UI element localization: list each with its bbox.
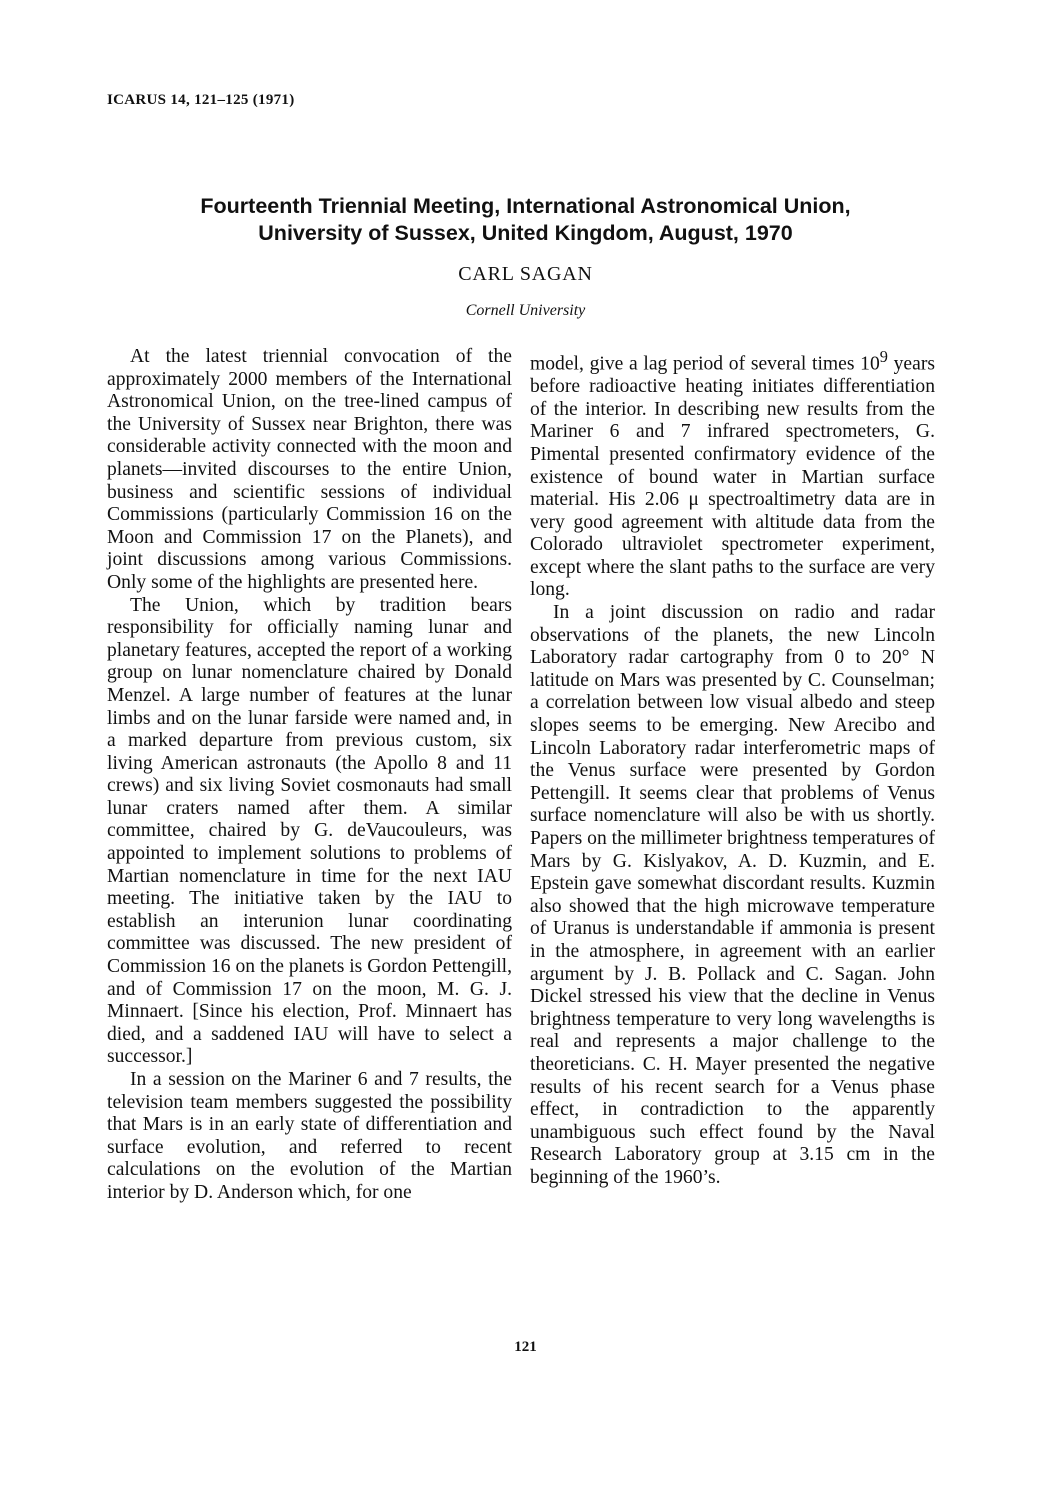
- author-affiliation: Cornell University: [465, 302, 586, 319]
- title-line-1: Fourteenth Triennial Meeting, International Astronomical Union,: [200, 194, 851, 218]
- article-title: [100, 193, 951, 247]
- text-run: years before radioactive heating initiates differentiation of the interior. In describing new results from the Mariner 6 and 7 infrared spectrometers, G. Pimental presented confirmatory evidence of the existence of bound water in Martian surface material. His 2.06 μ spectroaltimetry data are in very good agreement with altitude data from the Colorado ultraviolet spectrometer experiment, except where the slant paths to the surface are very long.: [530, 353, 935, 601]
- author-name: CARL SAGAN: [458, 263, 593, 285]
- text-run: model, give a lag period of several times 10: [530, 353, 880, 375]
- journal-volume-pages: 14, 121–125 (1971): [170, 92, 295, 108]
- title-line-2: University of Sussex, United Kingdom, August, 1970: [258, 221, 793, 245]
- paragraph: At the latest triennial convocation of the approximately 2000 members of the International Astronomical Union, on the tree-lined campus of the University of Sussex near Brighton, there was considerable activity connected with the moon and planets—invited discourses to the entire Union, business and scientific sessions of individual Commissions (particularly Commission 16 on the Moon and Commission 17 on the Planets), and joint discussions among various Commissions. Only some of the highlights are presented here.: [107, 346, 512, 593]
- paragraph-continued: [530, 346, 935, 602]
- paragraph: The Union, which by tradition bears responsibility for officially naming lunar and planetary features, accepted the report of a working group on lunar nomenclature chaired by Donald Menzel. A large number of features at the lunar limbs and on the lunar farside were named and, in a marked departure from previous custom, six living American astronauts (the Apollo 8 and 11 crews) and six living Soviet cosmonauts had small lunar craters named after them. A similar committee, chaired by G. deVaucouleurs, was appointed to implement solutions to problems of Martian nomenclature in time for the next IAU meeting. The initiative taken by the IAU to establish an interunion lunar coordinating committee was discussed. The new president of Commission 16 on the planets is Gordon Pettengill, and of Commission 17 on the moon, M. G. J. Minnaert. [Since his election, Prof. Minnaert has died, and a saddened IAU will have to select a successor.]: [107, 594, 512, 1068]
- right-column: [530, 346, 935, 1190]
- journal-citation: [107, 92, 295, 109]
- paragraph: In a joint discussion on radio and radar observations of the planets, the new Lincoln Laboratory radar cartography from 0 to 20° N latitude on Mars was presented by C. Counselman; a correlation between low visual albedo and steep slopes seems to be emerging. New Arecibo and Lincoln Laboratory radar interferometric maps of the Venus surface were presented by Gordon Pettengill. It seems clear that problems of Venus surface nomenclature will also be with us shortly. Papers on the millimeter brightness temperatures of Mars by G. Kislyakov, A. D. Kuzmin, and E. Epstein gave somewhat discordant results. Kuzmin also showed that the high microwave temperature of Uranus is understandable if ammonia is present in the atmosphere, in agreement with an earlier argument by J. B. Pollack and C. Sagan. John Dickel stressed his view that the decline in Venus brightness temperature to very long wavelengths is real and represents a major challenge to the theoreticians. C. H. Mayer presented the negative results of his recent search for a Venus phase effect, in contradiction to the apparently unambiguous such effect found by the Naval Research Laboratory group at 3.15 cm in the beginning of the 1960’s.: [530, 602, 935, 1188]
- left-column: [107, 346, 512, 1205]
- journal-name: ICARUS: [107, 92, 167, 108]
- page-number: 121: [514, 1339, 537, 1355]
- exponent: 9: [879, 347, 888, 366]
- paragraph: In a session on the Mariner 6 and 7 results, the television team members suggested the possibility that Mars is in an early state of differentiation and surface evolution, and referred to recent calculations on the evolution of the Martian interior by D. Anderson which, for one: [107, 1069, 512, 1203]
